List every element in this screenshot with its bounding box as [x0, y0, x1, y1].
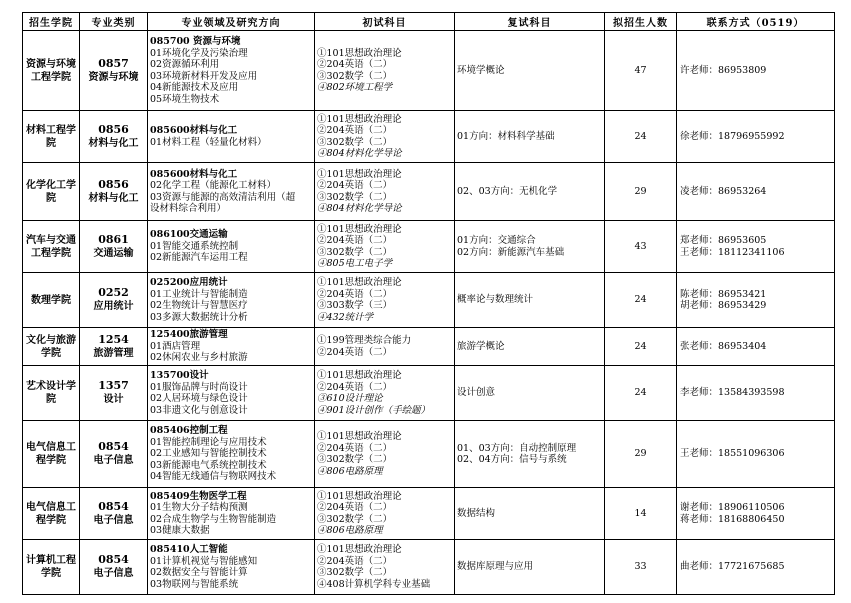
college-cell: 计算机工程学院 — [23, 540, 80, 595]
cell-line: 旅游学概论 — [457, 340, 505, 352]
header-exams: 初试科目 — [315, 13, 455, 31]
college-cell: 艺术设计学院 — [23, 366, 80, 421]
major-name: 电子信息 — [93, 568, 134, 579]
major-cell — [80, 366, 148, 421]
major-cell — [80, 421, 148, 488]
cell-line: 许老师：86953809 — [680, 64, 767, 76]
fields-cell — [148, 111, 315, 163]
cell-line: 04智能无线通信与物联网技术 — [150, 471, 277, 483]
cell-line: 曲老师：17721675685 — [680, 561, 785, 573]
header-retest: 复试科目 — [455, 13, 605, 31]
table-row — [23, 421, 835, 488]
cell-line: ②204英语（二） — [317, 442, 393, 454]
fields-cell — [148, 421, 315, 488]
cell-line: ②204英语（二） — [317, 180, 393, 191]
cell-line: 02工业感知与智能控制技术 — [150, 448, 267, 460]
cell-line: 085409生物医学工程 — [150, 490, 247, 502]
college-cell: 电气信息工程学院 — [23, 488, 80, 540]
cell-line: ②204英语（二） — [317, 59, 393, 70]
exams-cell — [315, 163, 455, 221]
retest-cell — [455, 421, 605, 488]
cell-line: ③302数学（二） — [317, 454, 393, 465]
quota-cell: 29 — [605, 421, 677, 488]
major-name: 资源与环境 — [88, 71, 139, 83]
cell-line: 085700 资源与环境 — [150, 36, 241, 47]
college-cell: 汽车与交通工程学院 — [23, 221, 80, 273]
cell-line: 03资源与能源的高效清洁利用（超 — [150, 191, 296, 203]
contact-cell — [677, 111, 835, 163]
cell-line: 郑老师：86953605 — [680, 235, 767, 246]
cell-line: ①101思想政治理论 — [317, 47, 402, 59]
major-name: 交通运输 — [93, 247, 134, 259]
major-code: 0252 — [98, 286, 129, 299]
quota-cell: 24 — [605, 273, 677, 328]
cell-line: 王老师：18112341106 — [680, 246, 785, 258]
cell-line: 02人居环境与绿色设计 — [150, 393, 248, 404]
cell-line: 04新能源技术及应用 — [150, 82, 239, 93]
major-code: 1357 — [98, 379, 129, 392]
cell-line: ③610设计理论 — [317, 393, 383, 404]
table-row — [23, 488, 835, 540]
cell-line: 03新能源电气系统控制技术 — [150, 459, 267, 471]
major-code: 0857 — [98, 56, 129, 70]
quota-cell: 33 — [605, 540, 677, 595]
cell-line: 01工业统计与智能制造 — [150, 288, 248, 300]
cell-line: ③302数学（二） — [317, 136, 393, 148]
cell-line: ①101思想政治理论 — [317, 431, 402, 442]
cell-line: ②204英语（二） — [317, 288, 393, 300]
cell-line: ①101思想政治理论 — [317, 223, 402, 235]
cell-line: ②204英语（二） — [317, 346, 393, 358]
cell-line: ④408计算机学科专业基础 — [317, 578, 431, 590]
contact-cell — [677, 540, 835, 595]
fields-cell — [148, 221, 315, 273]
cell-line: 01智能控制理论与应用技术 — [150, 436, 267, 448]
table-row — [23, 540, 835, 595]
exams-cell — [315, 273, 455, 328]
retest-cell — [455, 488, 605, 540]
contact-cell — [677, 488, 835, 540]
contact-cell — [677, 31, 835, 111]
retest-cell — [455, 111, 605, 163]
cell-line: 086100交通运输 — [150, 229, 228, 241]
cell-line: 01服饰品牌与时尚设计 — [150, 381, 248, 393]
cell-line: ④901设计创作（手绘题） — [317, 404, 431, 416]
cell-line: ③303数学（三） — [317, 300, 393, 311]
cell-line: 蒋老师：18168806450 — [680, 513, 785, 525]
cell-line: ④806电路原理 — [317, 465, 383, 477]
cell-line: ②204英语（二） — [317, 125, 393, 136]
cell-line: 02生物统计与智慧医疗 — [150, 300, 248, 311]
contact-cell — [677, 221, 835, 273]
fields-cell — [148, 366, 315, 421]
cell-line: ④805电工电子学 — [317, 258, 393, 269]
table-row — [23, 221, 835, 273]
cell-line: 数据库原理与应用 — [457, 561, 534, 573]
cell-line: ③302数学（二） — [317, 567, 393, 578]
cell-line: 数据结构 — [457, 507, 496, 519]
admissions-table — [22, 12, 835, 595]
cell-line: 陈老师：86953421 — [680, 288, 767, 300]
quota-cell: 24 — [605, 366, 677, 421]
cell-line: ④804材料化学导论 — [317, 203, 402, 214]
cell-line: 环境学概论 — [457, 64, 505, 76]
major-name: 设计 — [103, 394, 124, 405]
quota-cell: 24 — [605, 328, 677, 366]
cell-line: 01方向：材料科学基础 — [457, 130, 555, 142]
cell-line: ④804材料化学导论 — [317, 148, 402, 159]
cell-line: 02、03方向：无机化学 — [457, 185, 558, 197]
cell-line: ①101思想政治理论 — [317, 168, 402, 180]
cell-line: 概率论与数理统计 — [457, 294, 534, 306]
fields-cell — [148, 31, 315, 111]
college-cell: 文化与旅游学院 — [23, 328, 80, 366]
cell-line: 03物联网与智能系统 — [150, 578, 239, 590]
fields-cell — [148, 273, 315, 328]
cell-line: 02资源循环利用 — [150, 59, 220, 70]
college-cell: 化学化工学院 — [23, 163, 80, 221]
exams-cell — [315, 421, 455, 488]
cell-line: ①101思想政治理论 — [317, 277, 402, 288]
major-cell — [80, 540, 148, 595]
quota-cell: 47 — [605, 31, 677, 111]
major-code: 0854 — [98, 440, 129, 453]
cell-line: 设计创意 — [457, 387, 496, 399]
cell-line: 125400旅游管理 — [150, 329, 228, 341]
contact-cell — [677, 421, 835, 488]
major-code: 0854 — [98, 499, 129, 513]
cell-line: 设材料综合利用） — [150, 203, 227, 214]
retest-cell — [455, 540, 605, 595]
fields-cell — [148, 163, 315, 221]
exams-cell — [315, 540, 455, 595]
major-code: 0856 — [98, 122, 129, 136]
cell-line: ④802环境工程学 — [317, 82, 393, 93]
major-code: 1254 — [98, 332, 129, 346]
contact-cell — [677, 366, 835, 421]
major-name: 应用统计 — [93, 301, 134, 312]
cell-line: 谢老师：18906110506 — [680, 502, 785, 513]
cell-line: ④432统计学 — [317, 311, 374, 323]
major-cell — [80, 111, 148, 163]
cell-line: 03非遗文化与创意设计 — [150, 404, 248, 416]
cell-line: 02方向：新能源汽车基础 — [457, 246, 565, 258]
contact-cell — [677, 328, 835, 366]
cell-line: 02化学工程（能源化工材料） — [150, 180, 277, 191]
contact-cell — [677, 273, 835, 328]
cell-line: 凌老师：86953264 — [680, 185, 767, 197]
cell-line: ①199管理类综合能力 — [317, 335, 412, 346]
header-major: 专业类别 — [80, 13, 148, 31]
college-cell: 材料工程学院 — [23, 111, 80, 163]
cell-line: ①101思想政治理论 — [317, 544, 402, 555]
fields-cell — [148, 488, 315, 540]
cell-line: 05环境生物技术 — [150, 93, 220, 105]
major-cell — [80, 221, 148, 273]
cell-line: ③302数学（二） — [317, 513, 393, 525]
quota-cell: 24 — [605, 111, 677, 163]
cell-line: ②204英语（二） — [317, 381, 393, 393]
major-name: 电子信息 — [93, 514, 134, 526]
retest-cell — [455, 366, 605, 421]
header-row — [23, 13, 835, 31]
cell-line: ①101思想政治理论 — [317, 370, 402, 381]
cell-line: 02新能源汽车运用工程 — [150, 252, 248, 264]
cell-line: ②204英语（二） — [317, 235, 393, 246]
header-fields: 专业领域及研究方向 — [148, 13, 315, 31]
retest-cell — [455, 328, 605, 366]
table-row — [23, 328, 835, 366]
major-code: 0856 — [98, 177, 129, 191]
cell-line: 03多源大数据统计分析 — [150, 311, 248, 323]
cell-line: 王老师：18551096306 — [680, 448, 785, 460]
fields-cell — [148, 540, 315, 595]
retest-cell — [455, 31, 605, 111]
college-cell: 数理学院 — [23, 273, 80, 328]
cell-line: 085406控制工程 — [150, 425, 228, 437]
cell-line: 01生物大分子结构预测 — [150, 502, 248, 513]
exams-cell — [315, 31, 455, 111]
quota-cell: 14 — [605, 488, 677, 540]
cell-line: 张老师：86953404 — [680, 340, 767, 352]
cell-line: ③302数学（二） — [317, 191, 393, 203]
cell-line: 025200应用统计 — [150, 277, 228, 288]
cell-line: ③302数学（二） — [317, 246, 393, 258]
major-name: 材料与化工 — [88, 137, 139, 149]
cell-line: ③302数学（二） — [317, 70, 393, 82]
retest-cell — [455, 221, 605, 273]
major-cell — [80, 488, 148, 540]
cell-line: 02、04方向：信号与系统 — [457, 454, 567, 465]
cell-line: 徐老师：18796955992 — [680, 130, 785, 142]
table-row — [23, 163, 835, 221]
cell-line: 01方向：交通综合 — [457, 235, 536, 246]
exams-cell — [315, 111, 455, 163]
table-row — [23, 111, 835, 163]
college-cell: 电气信息工程学院 — [23, 421, 80, 488]
cell-line: 01材料工程（轻量化材料） — [150, 136, 267, 148]
major-code: 0854 — [98, 553, 129, 566]
cell-line: 02休闲农业与乡村旅游 — [150, 352, 248, 364]
cell-line: ①101思想政治理论 — [317, 490, 402, 502]
cell-line: 01计算机视觉与智能感知 — [150, 555, 258, 567]
major-name: 材料与化工 — [88, 192, 139, 204]
cell-line: 02数据安全与智能计算 — [150, 567, 248, 578]
major-cell — [80, 163, 148, 221]
cell-line: 01环境化学及污染治理 — [150, 47, 248, 59]
cell-line: ①101思想政治理论 — [317, 113, 402, 125]
table-row — [23, 366, 835, 421]
header-college: 招生学院 — [23, 13, 80, 31]
cell-line: ②204英语（二） — [317, 502, 393, 513]
exams-cell — [315, 366, 455, 421]
contact-cell — [677, 163, 835, 221]
retest-cell — [455, 163, 605, 221]
table-row — [23, 273, 835, 328]
cell-line: ④806电路原理 — [317, 525, 383, 536]
cell-line: 135700设计 — [150, 370, 209, 381]
exams-cell — [315, 328, 455, 366]
major-code: 0861 — [98, 232, 129, 246]
cell-line: ②204英语（二） — [317, 555, 393, 567]
table-row — [23, 31, 835, 111]
cell-line: 02合成生物学与生物智能制造 — [150, 513, 277, 525]
header-contact: 联系方式（0519） — [677, 13, 835, 31]
retest-cell — [455, 273, 605, 328]
major-cell — [80, 328, 148, 366]
header-quota: 拟招生人数 — [605, 13, 677, 31]
cell-line: 085600材料与化工 — [150, 168, 238, 180]
quota-cell: 43 — [605, 221, 677, 273]
cell-line: 085410人工智能 — [150, 544, 228, 555]
cell-line: 03健康大数据 — [150, 525, 210, 536]
cell-line: 01酒店管理 — [150, 340, 201, 352]
major-name: 电子信息 — [93, 455, 134, 466]
cell-line: 胡老师：86953429 — [680, 300, 767, 311]
exams-cell — [315, 488, 455, 540]
exams-cell — [315, 221, 455, 273]
fields-cell — [148, 328, 315, 366]
cell-line: 01、03方向：自动控制原理 — [457, 442, 577, 454]
cell-line: 01智能交通系统控制 — [150, 240, 239, 252]
cell-line: 03环境新材料开发及应用 — [150, 70, 258, 82]
cell-line: 085600材料与化工 — [150, 125, 238, 136]
quota-cell: 29 — [605, 163, 677, 221]
college-cell: 资源与环境工程学院 — [23, 31, 80, 111]
major-cell — [80, 31, 148, 111]
cell-line: 李老师：13584393598 — [680, 387, 785, 399]
major-name: 旅游管理 — [93, 347, 134, 359]
major-cell — [80, 273, 148, 328]
